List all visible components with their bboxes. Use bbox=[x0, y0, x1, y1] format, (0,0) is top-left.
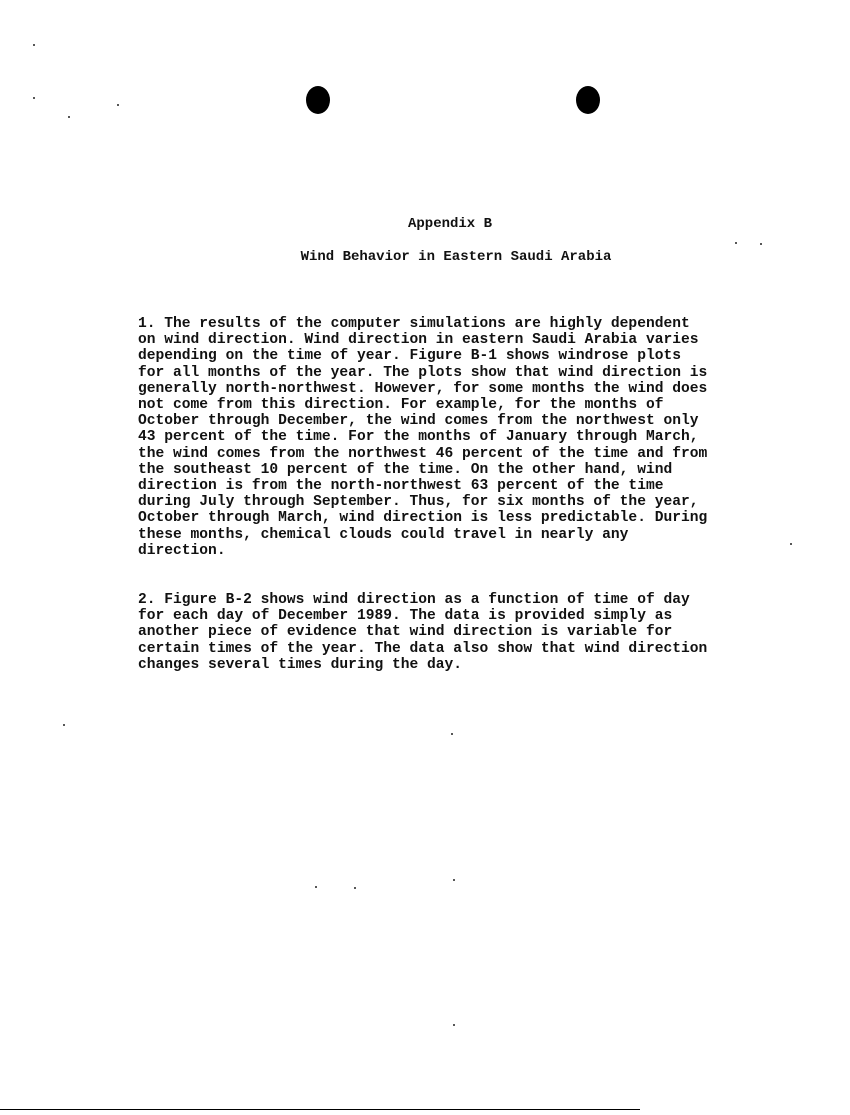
paragraph-line: changes several times during the day. bbox=[138, 656, 463, 673]
paragraph-line: October through December, the wind comes from the northwest only bbox=[138, 413, 699, 430]
paragraph-line: certain times of the year. The data also show that wind direction bbox=[138, 640, 708, 657]
scan-speck bbox=[760, 243, 762, 245]
scan-speck bbox=[453, 1024, 455, 1026]
paragraph-line: for each day of December 1989. The data is provided simply as bbox=[138, 608, 673, 625]
scan-speck bbox=[451, 733, 453, 735]
paragraph-line: 43 percent of the time. For the months of January through March, bbox=[138, 429, 699, 446]
paragraph-1 bbox=[138, 316, 798, 559]
paragraph-line: on wind direction. Wind direction in eastern Saudi Arabia varies bbox=[138, 332, 699, 349]
paragraph-line: these months, chemical clouds could travel in nearly any bbox=[138, 526, 629, 543]
scan-speck bbox=[315, 886, 317, 888]
paragraph-line: the southeast 10 percent of the time. On the other hand, wind bbox=[138, 461, 673, 478]
appendix-title: Appendix B bbox=[407, 216, 492, 232]
paragraph-line: during July through September. Thus, for six months of the year, bbox=[138, 494, 699, 511]
scan-speck bbox=[33, 44, 35, 46]
scan-speck bbox=[735, 242, 737, 244]
scan-speck bbox=[68, 116, 70, 118]
punch-hole-right bbox=[576, 86, 600, 114]
paragraph-line: another piece of evidence that wind direction is variable for bbox=[138, 624, 673, 641]
paragraph-line: not come from this direction. For example, for the months of bbox=[138, 397, 664, 414]
paragraph-line: depending on the time of year. Figure B-1 shows windrose plots bbox=[138, 348, 681, 365]
paragraph-2 bbox=[138, 592, 798, 673]
scan-speck bbox=[354, 887, 356, 889]
scan-speck bbox=[63, 724, 65, 726]
paragraph-line: 2. Figure B-2 shows wind direction as a function of time of day bbox=[138, 592, 690, 608]
paragraph-line: generally north-northwest. However, for some months the wind does bbox=[138, 380, 708, 397]
paragraph-line: direction. bbox=[138, 542, 226, 559]
scan-speck bbox=[33, 97, 35, 99]
section-title: Wind Behavior in Eastern Saudi Arabia bbox=[300, 249, 612, 265]
paragraph-line: the wind comes from the northwest 46 percent of the time and from bbox=[138, 445, 708, 462]
paragraph-line: direction is from the north-northwest 63 percent of the time bbox=[138, 478, 664, 495]
punch-hole-left bbox=[306, 86, 330, 114]
scan-speck bbox=[117, 104, 119, 106]
paragraph-line: October through March, wind direction is less predictable. During bbox=[138, 510, 708, 527]
paragraph-line: 1. The results of the computer simulations are highly dependent bbox=[138, 316, 690, 332]
bottom-edge-line bbox=[0, 1109, 640, 1110]
scan-speck bbox=[453, 879, 455, 881]
paragraph-line: for all months of the year. The plots show that wind direction is bbox=[138, 364, 708, 381]
